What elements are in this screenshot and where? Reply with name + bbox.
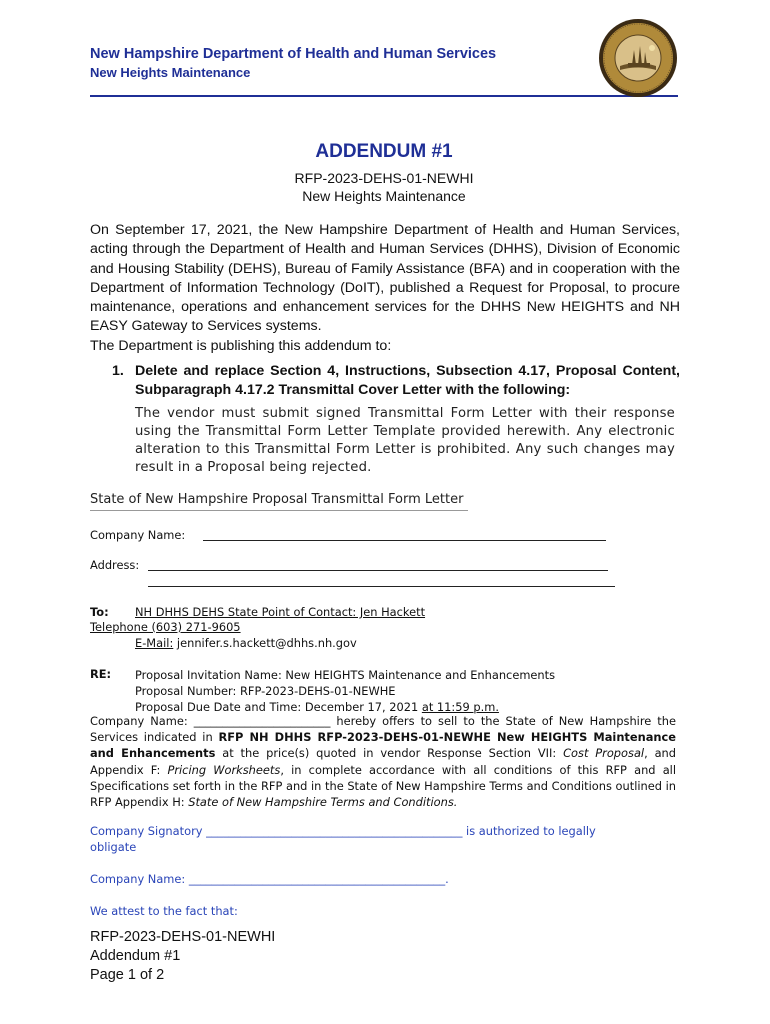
- address-blank-1: [148, 570, 608, 571]
- header-org: New Hampshire Department of Health and Human Services: [90, 46, 497, 62]
- rfp-name: New Heights Maintenance: [302, 188, 466, 204]
- re-block: [135, 667, 555, 715]
- proposal-invitation-name: Proposal Invitation Name: New HEIGHTS Maintenance and Enhancements: [135, 668, 556, 682]
- email-value: jennifer.s.hackett@dhhs.nh.gov: [176, 636, 357, 650]
- footer-addendum: Addendum #1: [90, 948, 181, 964]
- list-item-text: Delete and replace Section 4, Instructions, Subsection 4.17, Proposal Content, Subparagraph 4.17.2 Transmittal Cover Letter with the following:: [135, 363, 680, 398]
- header-program: New Heights Maintenance: [90, 65, 251, 80]
- list-item-number: 1.: [112, 363, 124, 379]
- intro-paragraph: On September 17, 2021, the New Hampshire Department of Health and Human Services, acting through the Department of Health and Human Services (DHHS), Division of Economic and Housing Stability (DEHS), Bureau of Family Assistance (BFA) and in cooperation with the Department of Information Technology (DoIT), published a Request for Proposal, to procure maintenance, operations and enhancement services for the DHHS New HEIGHTS and NH EASY Gateway to Services systems.: [90, 222, 680, 335]
- to-contact: NH DHHS DEHS State Point of Contact: Jen Hackett: [135, 605, 426, 619]
- vendor-instructions: The vendor must submit signed Transmittal Form Letter with their response using the Transmittal Form Letter Template provided herewith. Any electronic alteration to this Transmittal Form Letter is prohibited. Any such changes may result in a Proposal being rejected.: [135, 406, 675, 475]
- footer-page-number: Page 1 of 2: [90, 967, 165, 983]
- offer-pricing-worksheets: Pricing Worksheets: [167, 762, 281, 777]
- form-title-underline: [90, 510, 468, 511]
- company-signatory-line: Company Signatory _____________________________________________ is authorized to legally: [90, 824, 596, 838]
- document-title: ADDENDUM #1: [315, 141, 453, 162]
- list-item: [112, 362, 680, 399]
- offer-terms-conditions: State of New Hampshire Terms and Conditions.: [188, 795, 458, 810]
- attest-statement: We attest to the fact that:: [90, 904, 238, 918]
- offer-text-b: at the price(s) quoted in vendor Response Section VII:: [215, 746, 564, 761]
- telephone: Telephone (603) 271-9605: [90, 620, 241, 634]
- re-label: RE:: [90, 667, 112, 681]
- offer-rfp-bold: RFP NH DHHS RFP-2023-DEHS-01-NEWHE New HEIGHTS Maintenance and Enhancements: [90, 730, 676, 761]
- email-label: E-Mail:: [135, 636, 174, 650]
- state-seal-logo: [598, 18, 678, 98]
- footer-rfp-number: RFP-2023-DEHS-01-NEWHI: [90, 929, 276, 945]
- offer-cost-proposal: Cost Proposal: [563, 746, 645, 761]
- offer-text-c: , and Appendix F:: [90, 746, 677, 777]
- obligate-text: obligate: [90, 840, 137, 854]
- address-blank-2: [148, 586, 615, 587]
- company-name-label: Company Name:: [90, 528, 186, 542]
- rfp-number: RFP-2023-DEHS-01-NEWHI: [294, 170, 474, 186]
- offer-text-d: , in complete accordance with all conditions of this RFP and all Specifications set forth in the RFP and in the State of New Hampshire Terms and Conditions outlined in RFP Appendix H:: [90, 762, 677, 810]
- to-label: To:: [90, 605, 109, 619]
- company-name-blank: [203, 540, 606, 541]
- proposal-number: Proposal Number: RFP-2023-DEHS-01-NEWHE: [135, 684, 396, 698]
- header-rule: [90, 95, 678, 97]
- offer-paragraph: [90, 713, 676, 810]
- publishing-statement: The Department is publishing this addendum to:: [90, 338, 392, 354]
- offer-text-a: Company Name: ________________________ hereby offers to sell to the State of New Hampshire the Services indicated in: [90, 714, 676, 745]
- email-line: [135, 636, 357, 650]
- address-label: Address:: [90, 558, 140, 572]
- form-title: State of New Hampshire Proposal Transmittal Form Letter: [90, 492, 464, 507]
- company-name-line-2: Company Name: _____________________________________________.: [90, 872, 449, 886]
- footer: [90, 928, 275, 985]
- due-time-text: at 11:59 p.m.: [421, 700, 499, 714]
- due-date-text: Proposal Due Date and Time: December 17, 2021: [135, 700, 422, 714]
